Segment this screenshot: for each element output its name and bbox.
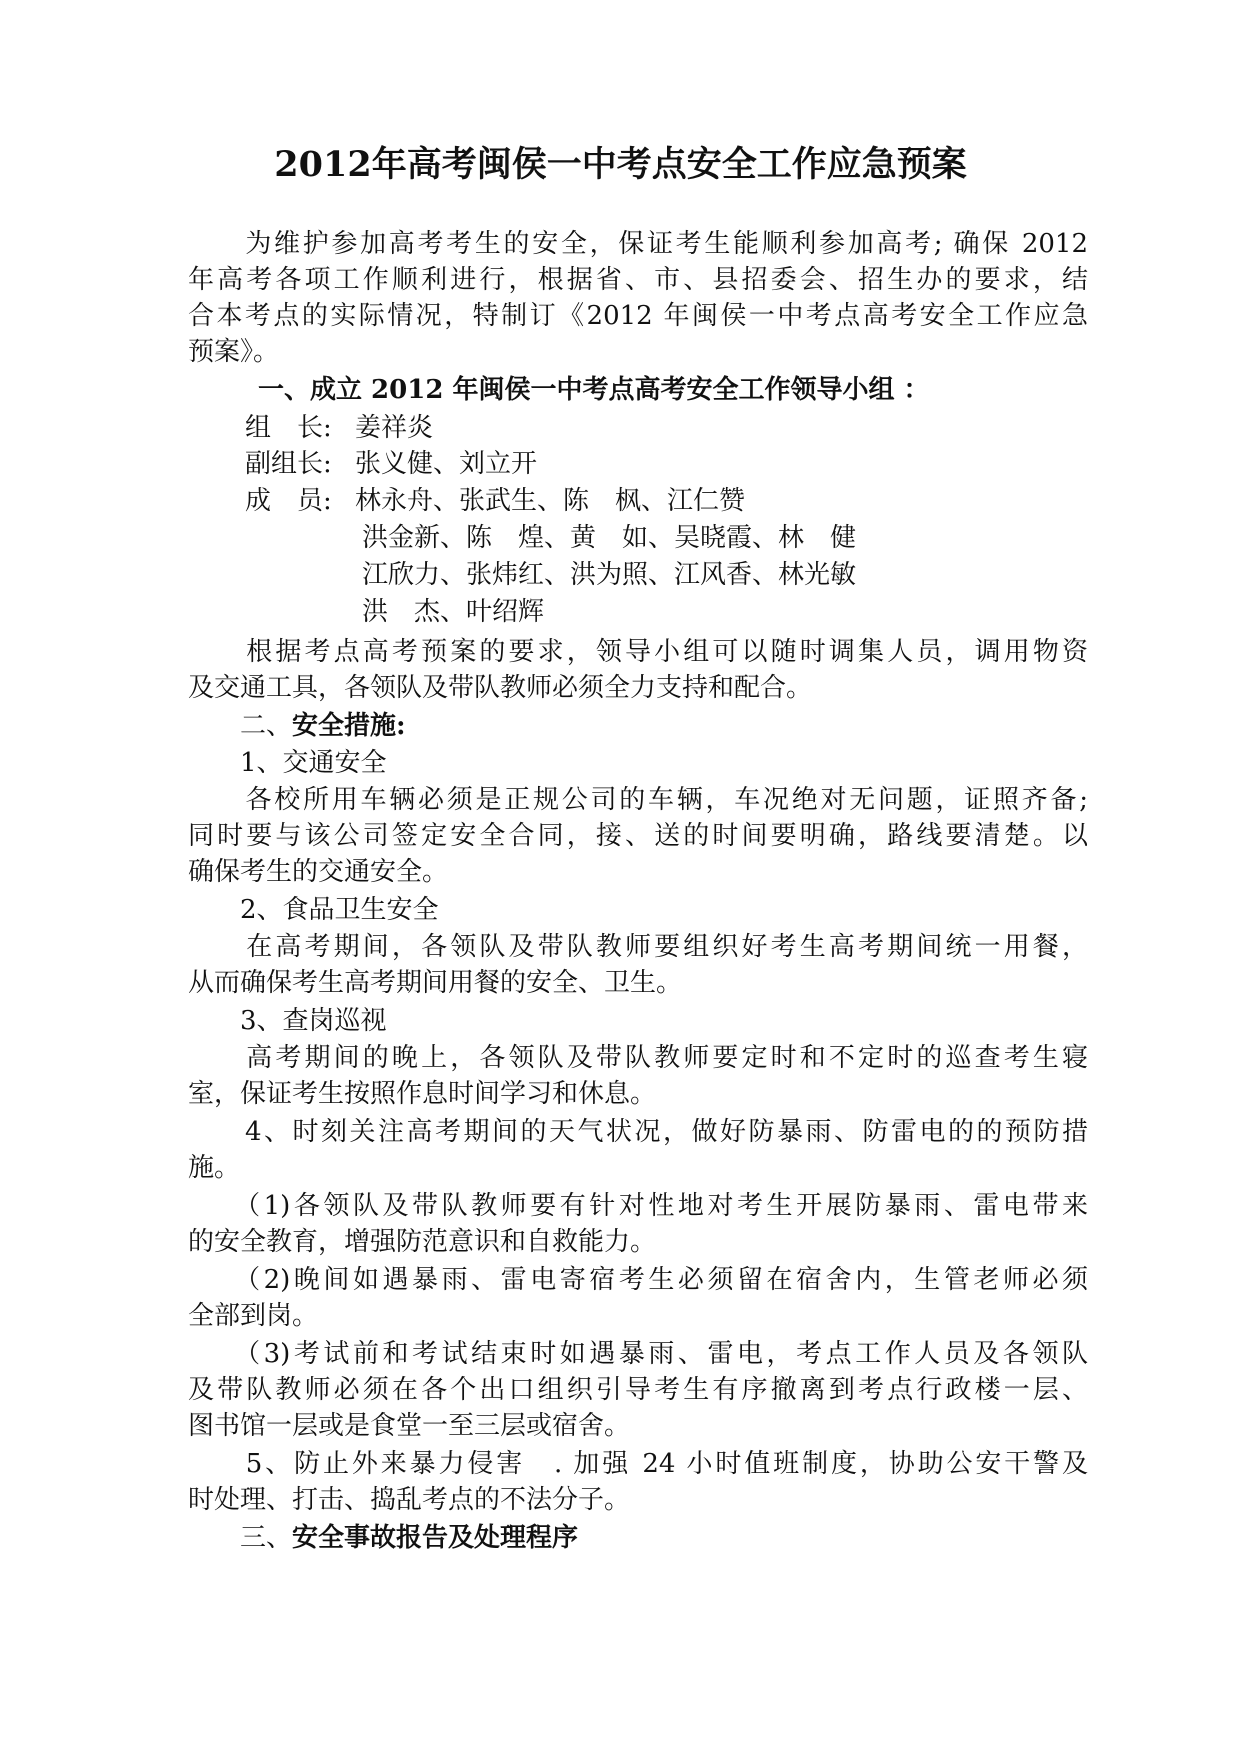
item3-line: 高考期间的晚上，各领队及带队教师要定时和不定时的巡查考生寝 bbox=[188, 1043, 1088, 1073]
item1-line: 同时要与该公司签定安全合同，接、送的时间要明确，路线要清楚。以 bbox=[188, 821, 1088, 851]
group-note-line: 及交通工具，各领队及带队教师必须全力支持和配合。 bbox=[188, 673, 813, 703]
item4-line: 施。 bbox=[188, 1153, 241, 1183]
section1-heading: 一、成立 2012 年闽侯一中考点高考安全工作领导小组 ： bbox=[258, 375, 930, 405]
section3-title: 安全事故报告及处理程序 bbox=[292, 1523, 579, 1553]
sub3-line: 及带队教师必须在各个出口组织引导考生有序撤离到考点行政楼一层、 bbox=[188, 1375, 1088, 1405]
leader-label: 组 长: bbox=[245, 413, 332, 443]
item1-line: 各校所用车辆必须是正规公司的车辆，车况绝对无问题，证照齐备; bbox=[188, 785, 1088, 815]
item3-heading: 3、查岗巡视 bbox=[188, 1006, 387, 1036]
deputy-row bbox=[245, 446, 1145, 482]
group-note-line: 根据考点高考预案的要求，领导小组可以随时调集人员，调用物资 bbox=[188, 637, 1088, 667]
intro-line: 预案》。 bbox=[188, 337, 280, 367]
leader-names: 姜祥炎 bbox=[355, 413, 434, 443]
deputy-label: 副组长: bbox=[245, 449, 332, 479]
sub1-line: （1)各领队及带队教师要有针对性地对考生开展防暴雨、雷电带来 bbox=[188, 1191, 1088, 1221]
section3-heading bbox=[188, 1520, 1088, 1556]
members-names: 洪 杰、叶绍辉 bbox=[362, 597, 545, 627]
sub1-line: 的安全教育，增强防范意识和自救能力。 bbox=[188, 1227, 657, 1257]
document-title: 2012年高考闽侯一中考点安全工作应急预案 bbox=[274, 144, 967, 185]
item5-line: 时处理、打击、捣乱考点的不法分子。 bbox=[188, 1485, 631, 1515]
leader-row bbox=[245, 410, 1145, 446]
section2-title: 安全措施: bbox=[292, 711, 406, 741]
sub3-line: 图书馆一层或是食堂一至三层或宿舍。 bbox=[188, 1411, 631, 1441]
item3-line: 室，保证考生按照作息时间学习和休息。 bbox=[188, 1079, 657, 1109]
sub2-line: （2)晚间如遇暴雨、雷电寄宿考生必须留在宿舍内，生管老师必须 bbox=[188, 1265, 1088, 1295]
sub3-line: （3)考试前和考试结束时如遇暴雨、雷电，考点工作人员及各领队 bbox=[188, 1339, 1088, 1369]
section2-heading bbox=[188, 708, 1088, 744]
item2-line: 从而确保考生高考期间用餐的安全、卫生。 bbox=[188, 968, 683, 998]
deputy-names: 张义健、刘立开 bbox=[355, 449, 538, 479]
sub2-line: 全部到岗。 bbox=[188, 1301, 319, 1331]
section2-number: 二、 bbox=[188, 711, 293, 741]
members-row bbox=[245, 483, 1145, 519]
intro-line: 合本考点的实际情况，特制订《2012 年闽侯一中考点高考安全工作应急 bbox=[188, 301, 1088, 331]
section3-number: 三、 bbox=[188, 1523, 293, 1553]
item2-heading: 2、食品卫生安全 bbox=[188, 895, 439, 925]
item2-line: 在高考期间，各领队及带队教师要组织好考生高考期间统一用餐， bbox=[188, 932, 1088, 962]
members-label: 成 员: bbox=[245, 486, 332, 516]
item1-line: 确保考生的交通安全。 bbox=[188, 857, 449, 887]
intro-line: 年高考各项工作顺利进行，根据省、市、县招委会、招生办的要求，结 bbox=[188, 265, 1088, 295]
item5-line: 5、防止外来暴力侵害 . 加强 24 小时值班制度，协助公安干警及 bbox=[188, 1449, 1088, 1479]
members-names: 洪金新、陈 煌、黄 如、吴晓霞、林 健 bbox=[362, 523, 857, 553]
item4-line: 4、时刻关注高考期间的天气状况，做好防暴雨、防雷电的的预防措 bbox=[188, 1117, 1088, 1147]
intro-line: 为维护参加高考考生的安全，保证考生能顺利参加高考; 确保 2012 bbox=[188, 229, 1088, 259]
item1-heading: 1、交通安全 bbox=[188, 748, 387, 778]
members-names: 林永舟、张武生、陈 枫、江仁赞 bbox=[355, 486, 746, 516]
members-names: 江欣力、张炜红、洪为照、江风香、林光敏 bbox=[362, 560, 857, 590]
